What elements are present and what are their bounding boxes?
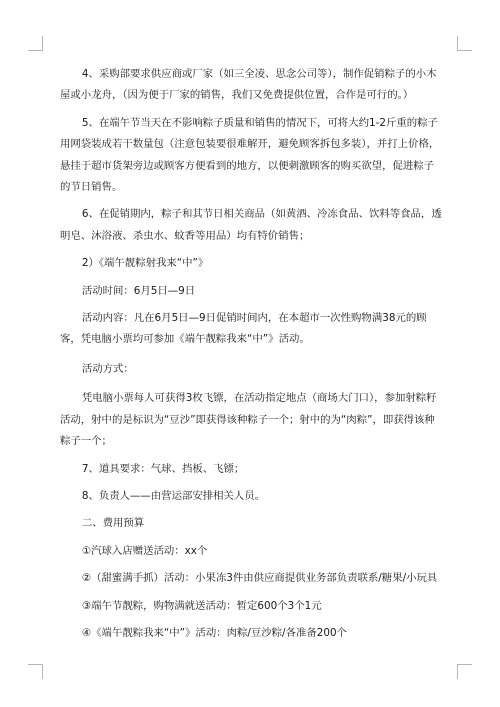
activity-method-detail: 凭电脑小票每人可获得3枚飞镖，在活动指定地点（商场大门口），参加射粽籽活动，射中的是标识为“豆沙”即获得该种粽子一个；射中的为“肉粽”，即获得该种粽子一个；	[60, 392, 437, 448]
budget-item-2: ②（甜蜜满手抓）活动：小果冻3件由供应商提供业务部负责联系/糖果/小玩具	[81, 572, 438, 585]
crop-mark-top-left	[28, 36, 43, 51]
paragraph-item-4: 4、采购部要求供应商或厂家（如三全凌、思念公司等），制作促销粽子的小木屋或小龙舟，（因为便于厂家的销售，我们又免费提供位置，合作是可行的。）	[60, 68, 437, 102]
activity-content: 活动内容：凡在6月5日—9日促销时间内，在本超市一次性购物满38元的顾客，凭电脑小票均可参加《端午靓粽我来“中”》活动。	[60, 312, 427, 346]
crop-mark-bottom-right	[457, 664, 472, 679]
section-heading-dart-activity: 2）《端午靓粽射我来“中”》	[81, 257, 209, 270]
budget-item-3: ③端午节靓粽，购物满就送活动：暂定600个3个1元	[81, 599, 322, 612]
activity-method-label: 活动方式：	[81, 362, 134, 375]
crop-mark-bottom-left	[28, 664, 43, 679]
props-requirement: 7、道具要求：气球、挡板、飞镖；	[81, 462, 245, 475]
person-in-charge: 8、负责人——由营运部安排相关人员。	[81, 489, 266, 502]
paragraph-item-5: 5、在端午节当天在不影响粽子质量和销售的情况下，可将大约1-2斤重的粽子用网袋装成若干数量包（注意包装要很难解开，避免顾客拆包多装），并打上价格，悬挂于超市货架旁边或顾客方便看到的地方，以便刺激顾客的购买欲望，促进粽子的节日销售。	[60, 116, 440, 194]
document-body	[60, 64, 442, 644]
paragraph-item-6: 6、在促销期内，粽子和其节日相关商品（如黄酒、冷冻食品、饮料等食品，透明皂、沐浴液、杀虫水、蚊香等用品）均有特价销售；	[60, 208, 442, 242]
budget-heading: 二、费用预算	[81, 517, 145, 530]
budget-item-1: ①汽球入店赠送活动：xx个	[81, 544, 208, 557]
activity-time: 活动时间：6月5日—9日	[81, 284, 196, 297]
budget-item-4: ④《端午靓粽我来“中”》活动：肉粽/豆沙粽/各准备200个	[81, 626, 347, 639]
crop-mark-top-right	[457, 36, 472, 51]
